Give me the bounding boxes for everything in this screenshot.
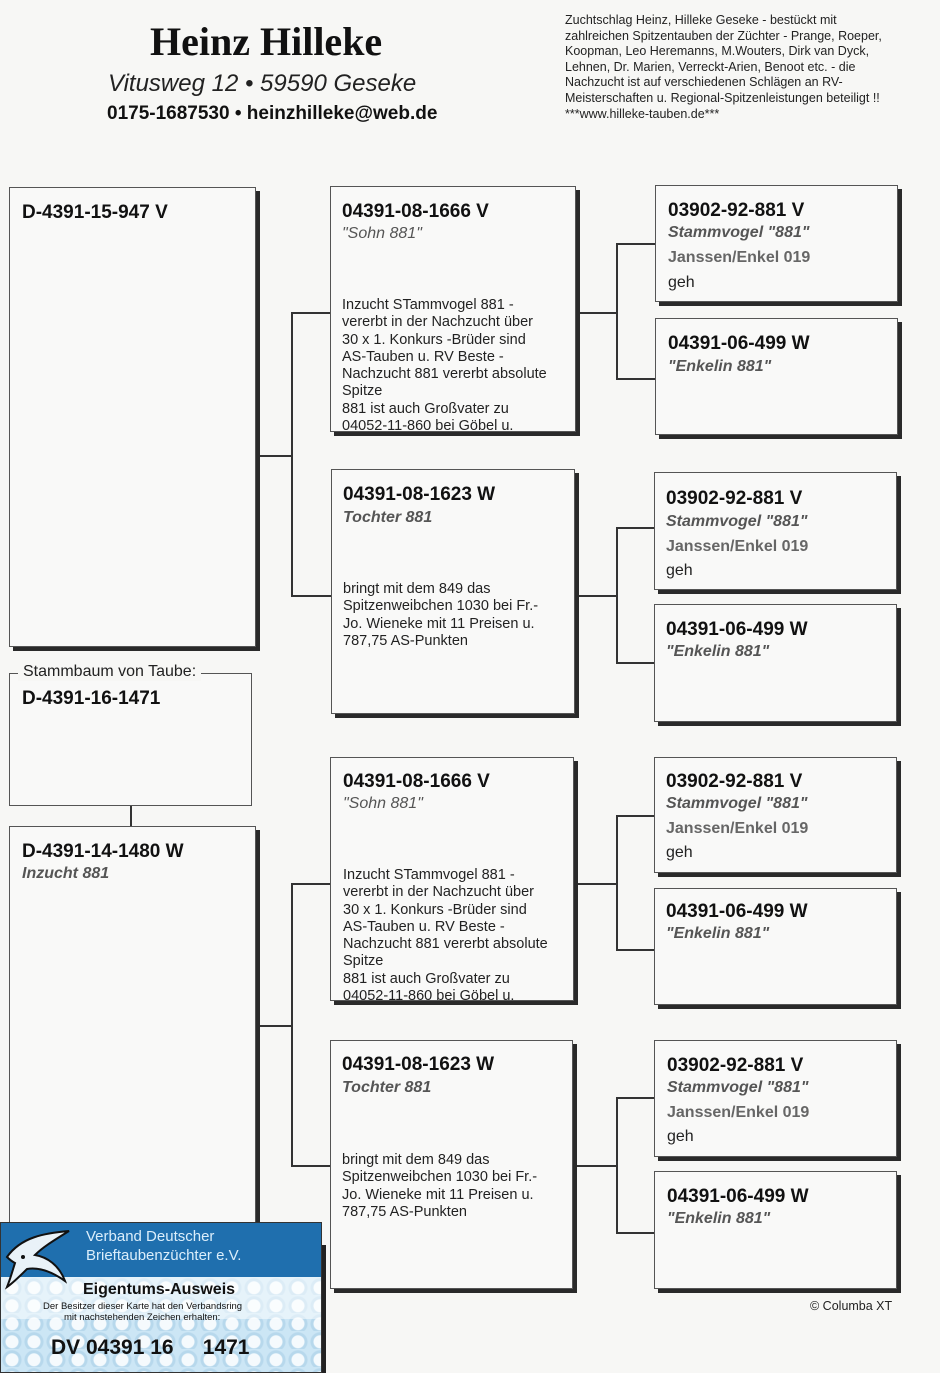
sire-of-mother-box (330, 757, 574, 1001)
grand-hen-box (654, 888, 897, 1005)
copyright: © Columba XT (810, 1299, 893, 1313)
card-edge-shadow (322, 1245, 326, 1373)
grand-hen-ring: 04391-06-499 W (667, 1186, 809, 1207)
sire-notes (343, 867, 571, 1001)
note-line: 04052-11-860 bei Göbel u. (342, 418, 514, 432)
breeder-name: Heinz Hilleke (150, 19, 383, 64)
note-line: Jo. Wieneke mit 11 Preisen u. (343, 615, 535, 632)
card-org-line1: Verband Deutscher (86, 1228, 215, 1245)
grand-hen-ring: 04391-06-499 W (668, 333, 810, 354)
card-ring-number: DV 04391 16 1471 (51, 1336, 250, 1359)
sire-notes (342, 297, 572, 432)
grand-cock-line3: geh (666, 562, 693, 579)
sire-name: "Sohn 881" (342, 225, 422, 242)
blurb-line: zahlreichen Spitzentauben der Züchter - Prange, Roeper, (565, 28, 882, 43)
note-line: AS-Tauben u. RV Beste - (343, 918, 505, 935)
connector (616, 527, 618, 664)
grand-cock-box (654, 1040, 897, 1157)
note-line: AS-Tauben u. RV Beste - (342, 348, 504, 365)
blurb-line: ***www.hilleke-tauben.de*** (565, 106, 720, 121)
connector (291, 595, 331, 597)
connector (616, 815, 655, 817)
note-line: 787,75 AS-Punkten (343, 632, 468, 649)
grand-hen-name: "Enkelin 881" (667, 1210, 771, 1227)
dam-notes (343, 581, 569, 650)
connector (576, 595, 617, 597)
connector (576, 883, 617, 885)
grand-cock-box (654, 757, 897, 873)
grand-hen-box (654, 1171, 897, 1289)
connector (616, 527, 655, 529)
ownership-card (0, 1222, 322, 1373)
connector (256, 455, 291, 457)
card-org-line2: Brieftaubenzüchter e.V. (86, 1247, 242, 1264)
note-line: 881 ist auch Großvater zu (343, 970, 510, 987)
connector (576, 312, 617, 314)
dam-ring: 04391-08-1623 W (343, 484, 496, 505)
mother-name: Inzucht 881 (22, 865, 110, 882)
card-title: Eigentums-Ausweis (83, 1281, 236, 1298)
breeder-blurb (565, 13, 925, 122)
connector (130, 806, 132, 826)
grand-cock-line3: geh (666, 844, 693, 861)
connector (616, 815, 618, 951)
dam-ring: 04391-08-1623 W (342, 1054, 495, 1075)
note-line: 787,75 AS-Punkten (342, 1203, 467, 1220)
grand-cock-box (655, 185, 898, 302)
blurb-line: Nachzucht ist auf verschiedenen Schlägen an RV- (565, 75, 843, 90)
mother-ring: D-4391-14-1480 W (22, 841, 184, 862)
connector (616, 662, 655, 664)
sire-of-father-box (330, 186, 576, 432)
grand-cock-line2: Janssen/Enkel 019 (666, 820, 809, 837)
grand-cock-line3: geh (668, 274, 695, 291)
connector (291, 883, 293, 1167)
grand-cock-ring: 03902-92-881 V (666, 488, 803, 509)
grand-hen-box (654, 604, 897, 722)
note-line: 30 x 1. Konkurs -Brüder sind (342, 331, 526, 348)
sire-ring: 04391-08-1666 V (343, 771, 490, 792)
note-line: Spitze (342, 383, 383, 400)
note-line: Spitzenweibchen 1030 bei Fr.- (343, 598, 539, 615)
sire-ring: 04391-08-1666 V (342, 201, 489, 222)
connector (291, 1165, 331, 1167)
sire-name: "Sohn 881" (343, 795, 423, 812)
connector (616, 243, 618, 380)
card-note-line1: Der Besitzer dieser Karte hat den Verbandsring (43, 1301, 243, 1312)
connector (291, 883, 331, 885)
note-line: Spitzenweibchen 1030 bei Fr.- (342, 1169, 538, 1186)
connector (576, 1165, 617, 1167)
connector (616, 378, 655, 380)
grand-hen-ring: 04391-06-499 W (666, 619, 808, 640)
dam-notes (342, 1152, 568, 1221)
subject-ring: D-4391-16-1471 (22, 688, 161, 709)
note-line: vererbt in der Nachzucht über (342, 314, 534, 331)
connector (291, 312, 293, 597)
note-line: 30 x 1. Konkurs -Brüder sind (343, 901, 527, 918)
blurb-line: Lehnen, Dr. Marien, Verreckt-Arien, Benoot etc. - die (565, 59, 856, 74)
grand-hen-name: "Enkelin 881" (668, 358, 772, 375)
father-box (9, 187, 256, 647)
note-line: bringt mit dem 849 das (343, 581, 491, 597)
grand-hen-ring: 04391-06-499 W (666, 901, 808, 922)
pigeon-logo-icon (3, 1227, 75, 1291)
note-line: Nachzucht 881 vererbt absolute (342, 366, 547, 383)
dam-name: Tochter 881 (343, 509, 433, 526)
note-line: Inzucht STammvogel 881 - (343, 867, 515, 883)
grand-cock-line2: Janssen/Enkel 019 (668, 249, 811, 266)
note-line: Spitze (343, 953, 384, 970)
connector (616, 1097, 618, 1234)
note-line: Inzucht STammvogel 881 - (342, 297, 514, 313)
grand-cock-name: Stammvogel "881" (666, 795, 808, 812)
grand-cock-name: Stammvogel "881" (667, 1079, 809, 1096)
blurb-line: Zuchtschlag Heinz, Hilleke Geseke - bestückt mit (565, 13, 837, 27)
grand-cock-ring: 03902-92-881 V (667, 1055, 804, 1076)
blurb-line: Koopman, Leo Heremanns, M.Wouters, Dirk van Dyck, (565, 44, 870, 59)
grand-cock-ring: 03902-92-881 V (666, 771, 803, 792)
grand-hen-box (655, 318, 898, 435)
connector (616, 1097, 655, 1099)
grand-cock-line3: geh (667, 1128, 694, 1145)
grand-cock-name: Stammvogel "881" (668, 224, 810, 241)
blurb-line: Meisterschaften u. Regional-Spitzenleistungen beteiligt !! (565, 90, 880, 105)
note-line: vererbt in der Nachzucht über (343, 884, 535, 901)
note-line: Nachzucht 881 vererbt absolute (343, 936, 548, 953)
note-line: bringt mit dem 849 das (342, 1152, 490, 1168)
grand-cock-line2: Janssen/Enkel 019 (666, 538, 809, 555)
note-line: 04052-11-860 bei Göbel u. (343, 988, 515, 1001)
grand-cock-name: Stammvogel "881" (666, 513, 808, 530)
dam-name: Tochter 881 (342, 1079, 432, 1096)
breeder-address: Vitusweg 12 • 59590 Geseke (108, 70, 417, 97)
subject-label: Stammbaum von Taube: (18, 663, 201, 681)
grand-cock-box (654, 472, 897, 590)
connector (616, 1232, 655, 1234)
note-line: 881 ist auch Großvater zu (342, 400, 509, 417)
dam-of-mother-box (330, 1040, 573, 1289)
mother-box (9, 826, 256, 1246)
grand-cock-line2: Janssen/Enkel 019 (667, 1104, 810, 1121)
breeder-contact: 0175-1687530 • heinzhilleke@web.de (107, 103, 438, 124)
grand-cock-ring: 03902-92-881 V (668, 200, 805, 221)
grand-hen-name: "Enkelin 881" (666, 643, 770, 660)
connector (616, 949, 655, 951)
grand-hen-name: "Enkelin 881" (666, 925, 770, 942)
connector (256, 1025, 291, 1027)
connector (291, 312, 331, 314)
note-line: Jo. Wieneke mit 11 Preisen u. (342, 1186, 534, 1203)
connector (616, 243, 655, 245)
card-note-line2: mit nachstehenden Zeichen erhalten: (64, 1312, 221, 1323)
father-ring: D-4391-15-947 V (22, 202, 168, 223)
dam-of-father-box (331, 469, 575, 714)
